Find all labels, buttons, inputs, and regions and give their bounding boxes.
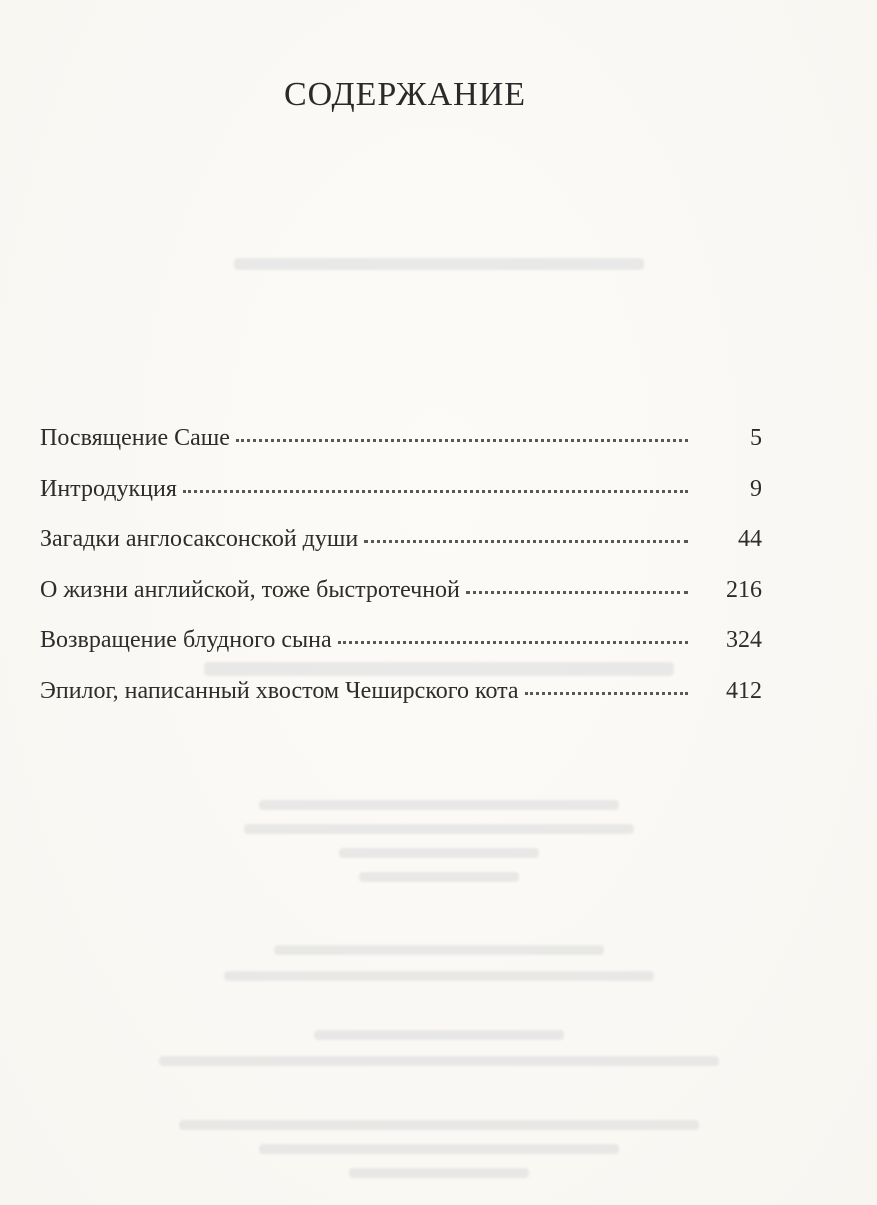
bleed-through-block	[0, 1030, 877, 1082]
toc-entry-page: 44	[738, 526, 762, 552]
page-title: СОДЕРЖАНИЕ	[283, 76, 527, 113]
toc-entry-title: Возвращение блудного сына	[40, 627, 332, 653]
bleed-through-block	[0, 800, 877, 896]
toc-entry-title: Эпилог, написанный хвостом Чеширского кота	[40, 677, 519, 704]
toc-entry	[40, 678, 762, 729]
dot-leader	[338, 640, 688, 644]
toc-entry-page: 5	[750, 425, 762, 451]
table-of-contents	[40, 425, 762, 728]
dot-leader	[466, 590, 688, 594]
toc-entry-page: 9	[750, 475, 762, 502]
bleed-through-block	[0, 945, 877, 997]
bleed-through-block	[0, 1120, 877, 1192]
toc-entry-page: 324	[726, 627, 762, 653]
dot-leader	[183, 489, 688, 493]
toc-entry-page: 216	[726, 576, 762, 603]
bleed-through-block	[0, 258, 877, 272]
toc-entry	[40, 526, 762, 577]
toc-entry-page: 412	[726, 677, 762, 704]
toc-entry-title: О жизни английской, тоже быстротечной	[40, 576, 460, 603]
dot-leader	[364, 539, 688, 543]
toc-entry	[40, 476, 762, 527]
dot-leader	[236, 438, 688, 442]
toc-entry	[40, 425, 762, 476]
toc-entry	[40, 627, 762, 678]
toc-entry-title: Интродукция	[40, 475, 177, 502]
toc-entry-title: Загадки англосаксонской души	[40, 526, 359, 552]
dot-leader	[525, 691, 688, 695]
toc-entry	[40, 577, 762, 628]
toc-entry-title: Посвящение Саше	[40, 425, 230, 451]
